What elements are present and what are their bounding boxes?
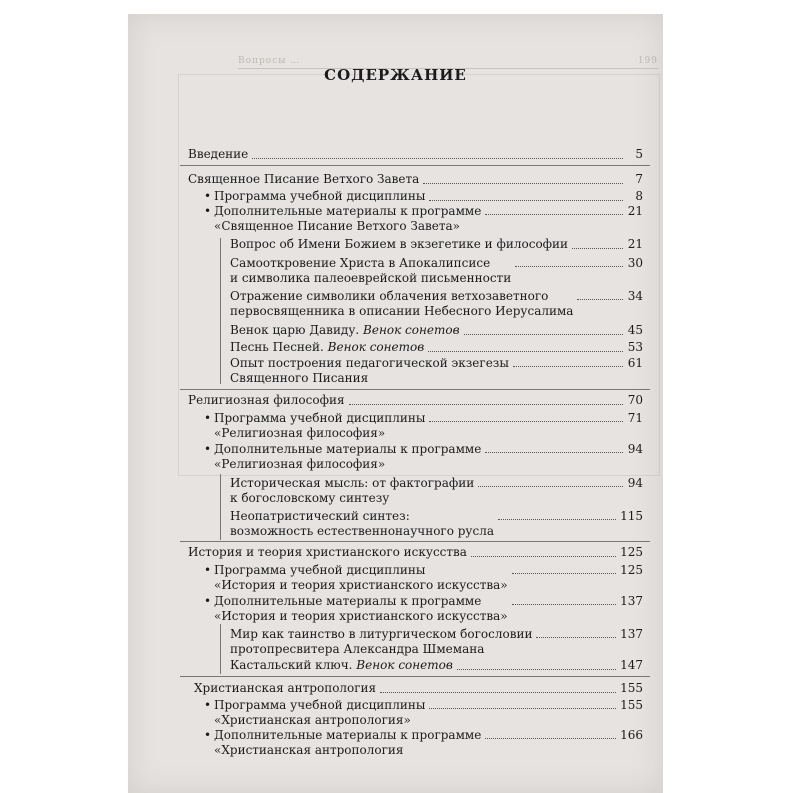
toc-entry-old-testament: Священное Писание Ветхого Завета 7 [188,172,643,186]
toc-entry-religious-philosophy: Религиозная философия 70 [188,393,643,407]
section-divider [180,165,650,166]
toc-entry-anth-program: • Программа учебной дисциплины «Христианская антропология» 155 [214,698,643,728]
toc-entry-castalian-spring: Кастальский ключ. Венок сонетов 147 [230,658,643,672]
toc-entry-ot-program: • Программа учебной дисциплины 8 [214,189,643,204]
toc-entry-high-priest: Отражение символики облачения ветхозаветного первосвященника в описании Небесного Иерусалима 34 [230,289,643,318]
toc-entry-historical-thought: Историческая мысль: от фактографии к богословскому синтезу 94 [230,476,643,505]
toc-entry-christian-anthropology: Христианская антропология 155 [194,681,643,695]
toc-entry-rp-program: • Программа учебной дисциплины «Религиозная философия» 71 [214,411,643,441]
subsection-rule [220,474,221,540]
toc-entry-schmemann: Мир как таинство в литургическом богословии протопресвитера Александра Шмемана 137 [230,627,643,656]
subsection-rule [220,624,221,674]
bleed-through-header: Вопросы … 199 [238,56,658,69]
toc-entry-christian-art: История и теория христианского искусства 125 [188,545,643,559]
page-title: СОДЕРЖАНИЕ [324,66,467,84]
toc-entry-name-of-god: Вопрос об Имени Божием в экзегетике и философии 21 [230,237,643,251]
toc-entry-art-additional: • Дополнительные материалы к программе «История и теория христианского искусства» 137 [214,594,643,624]
toc-entry-ot-additional: • Дополнительные материалы к программе «Священное Писание Ветхого Завета» 21 [214,204,643,234]
toc-entry-rp-additional: • Дополнительные материалы к программе «Религиозная философия» 94 [214,442,643,472]
toc-entry-apocalypse: Самооткровение Христа в Апокалипсисе и символика палеоеврейской письменности 30 [230,256,643,285]
toc-entry-pedagogical-exegesis: Опыт построения педагогической экзегезы Священного Писания 61 [230,356,643,385]
toc-entry-art-program: • Программа учебной дисциплины «История и теория христианского искусства» 125 [214,563,643,593]
section-divider [180,389,650,390]
subsection-rule [220,238,221,384]
book-page [128,14,663,793]
toc-entry-song-of-songs: Песнь Песней. Венок сонетов 53 [230,340,643,354]
toc-entry-introduction: Введение 5 [188,147,643,161]
toc-entry-anth-additional: • Дополнительные материалы к программе «Христианская антропология 166 [214,728,643,758]
toc-entry-david-wreath: Венок царю Давиду. Венок сонетов 45 [230,323,643,337]
toc-entry-neopatristic: Неопатристический синтез: возможность естественнонаучного русла 115 [230,509,643,538]
section-divider [180,676,650,677]
section-divider [180,541,650,542]
